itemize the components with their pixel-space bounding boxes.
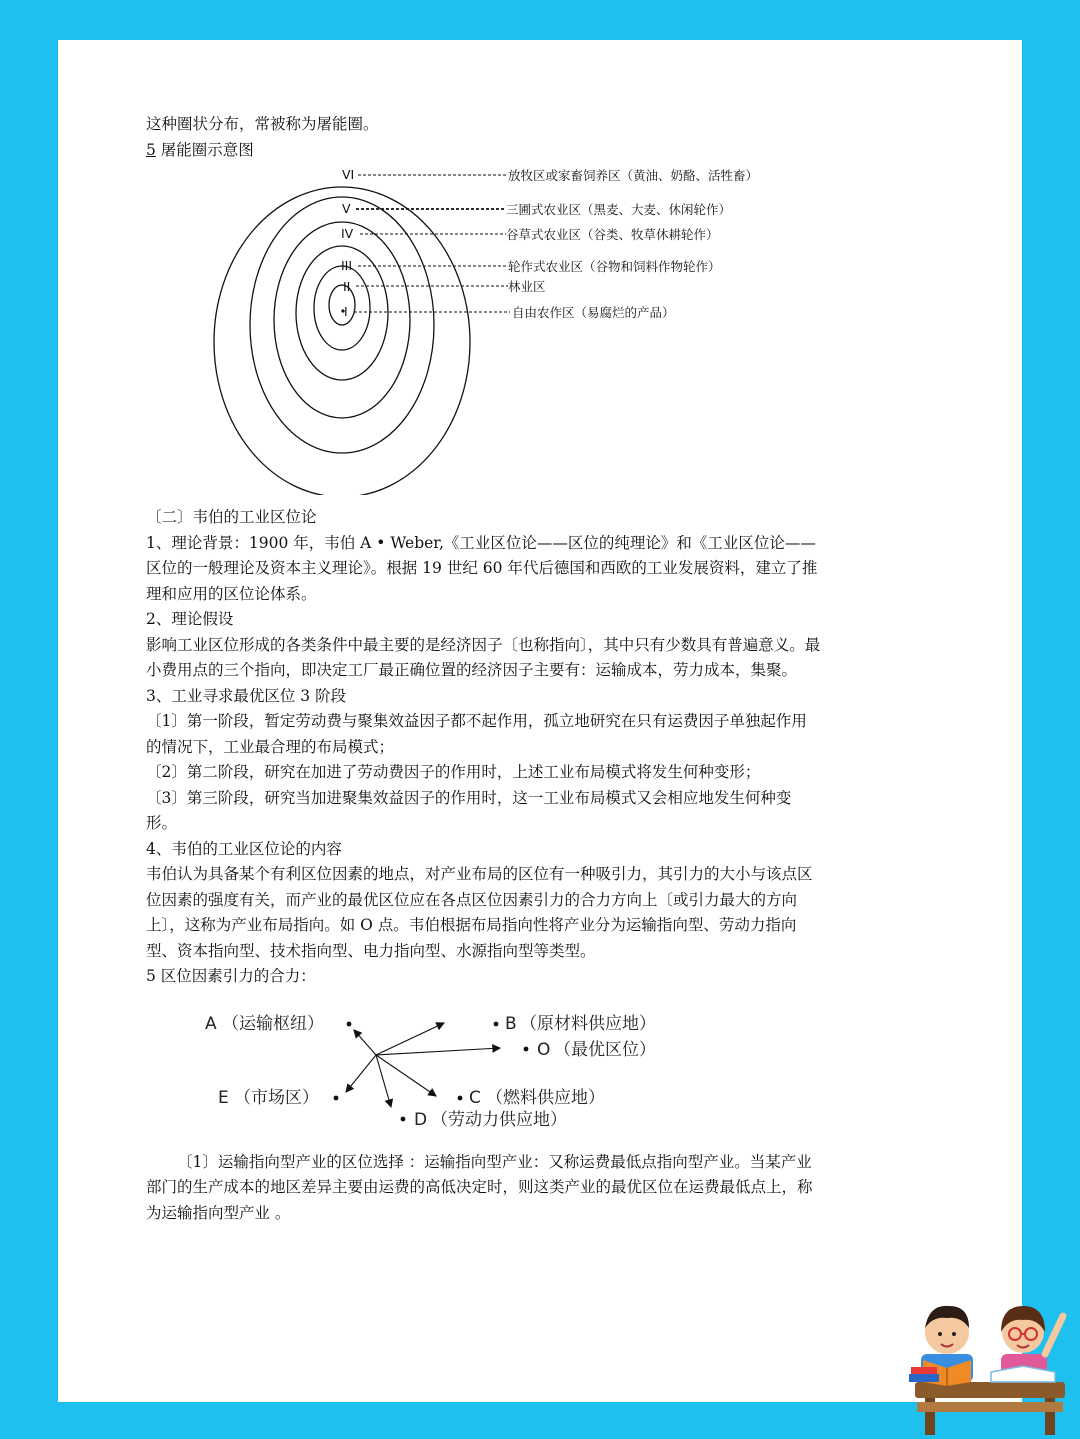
arrow-to-b bbox=[376, 1023, 444, 1055]
arrow-to-o bbox=[376, 1048, 500, 1055]
point-c-letter: C bbox=[469, 1087, 481, 1108]
ring-iv bbox=[274, 222, 410, 418]
section-weber-title: 〔二〕韦伯的工业区位论 bbox=[146, 508, 317, 526]
paragraph-stage-1: 〔1〕第一阶段，暂定劳动费与聚集效益因子都不起作用，孤立地研究在只有运费因子单独起作用的情况下，工业最合理的布局模式； bbox=[146, 712, 807, 756]
point-c-label: （燃料供应地） bbox=[486, 1087, 605, 1108]
zone-ii-roman: II bbox=[343, 279, 351, 294]
paragraph-stage-2: 〔2〕第二阶段，研究在加进了劳动费因子的作用时，上述工业布局模式将发生何种变形； bbox=[146, 763, 761, 781]
heading-content: 4、韦伯的工业区位论的内容 bbox=[146, 839, 342, 858]
zone-vi-label: 放牧区或家畜饲养区（黄油、奶酪、活牲畜） bbox=[508, 168, 759, 183]
ring-diagram-caption bbox=[146, 138, 822, 164]
zone-v-label: 三圃式农业区（黑麦、大麦、休闲轮作） bbox=[506, 202, 732, 217]
arrow-to-a bbox=[354, 1030, 376, 1055]
point-d-label: （劳动力供应地） bbox=[431, 1109, 567, 1130]
thunen-ring-diagram bbox=[0, 165, 822, 495]
point-b-letter: B bbox=[505, 1013, 517, 1034]
point-b-label: （原材料供应地） bbox=[520, 1013, 656, 1034]
heading-assumption: 2、理论假设 bbox=[146, 610, 234, 628]
document-content bbox=[146, 112, 822, 1226]
caption-text: 屠能圈示意图 bbox=[155, 140, 254, 159]
point-e-label: （市场区） bbox=[234, 1087, 319, 1108]
point-e-letter: E bbox=[218, 1087, 229, 1108]
zone-iii-roman: III bbox=[341, 258, 353, 273]
paragraph-background: 1、理论背景：1900 年，韦伯 A • Weber,《工业区位论——区位的纯理论》和《工业区位论——区位的一般理论及资本主义理论》。根据 19 世纪 60 年代后德国和西欧的工业发展资料，建立了推理和应用的区位论体系。 bbox=[146, 533, 818, 603]
zone-iii-label: 轮作式农业区（谷物和饲料作物轮作） bbox=[508, 259, 721, 274]
paragraph-stage-3: 〔3〕第三阶段，研究当加进聚集效益因子的作用时，这一工业布局模式又会相应地发生何种变形。 bbox=[146, 788, 792, 832]
zone-v-roman: V bbox=[342, 201, 351, 216]
point-o-label: （最优区位） bbox=[554, 1039, 656, 1060]
zone-vi-roman: VI bbox=[342, 167, 355, 182]
arrow-to-e bbox=[346, 1055, 376, 1092]
force-diagram-svg bbox=[0, 1004, 800, 1144]
thunen-ring-svg bbox=[0, 165, 800, 495]
zone-i-label: 自由农作区（易腐烂的产品） bbox=[512, 305, 675, 320]
point-o-dot bbox=[524, 1046, 529, 1051]
zone-ii-label: 林业区 bbox=[508, 279, 546, 294]
point-b-dot bbox=[494, 1021, 499, 1026]
ring-ii bbox=[314, 266, 370, 350]
paragraph-assumption: 影响工业区位形成的各类条件中最主要的是经济因子〔也称指向〕，其中只有少数具有普遍意义。最小费用点的三个指向，即决定工厂最正确位置的经济因子主要有：运输成本，劳力成本，集聚。 bbox=[146, 635, 821, 679]
resultant-force-diagram bbox=[0, 1004, 822, 1144]
point-o-letter: O bbox=[537, 1039, 551, 1060]
arrow-to-c bbox=[376, 1055, 436, 1096]
point-a-label: （运输枢纽） bbox=[222, 1013, 324, 1034]
point-d-dot bbox=[401, 1116, 406, 1121]
point-a-dot bbox=[347, 1021, 352, 1026]
ring-i bbox=[329, 285, 355, 325]
arrow-to-d bbox=[376, 1055, 391, 1107]
children-reading-icon bbox=[905, 1290, 1070, 1435]
heading-resultant-force: 5 区位因素引力的合力： bbox=[146, 967, 316, 985]
point-a-letter: A bbox=[205, 1013, 217, 1034]
zone-iv-label: 谷草式农业区（谷类、牧草休耕轮作） bbox=[506, 227, 719, 242]
children-reading-illustration bbox=[905, 1290, 1070, 1439]
caption-number: 5 bbox=[146, 140, 156, 159]
paragraph-content: 韦伯认为具备某个有利区位因素的地点，对产业布局的区位有一种吸引力，其引力的大小与该点区位因素的强度有关，而产业的最优区位应在各点区位因素引力的合力方向上〔或引力最大的方向上〕，这称为产业布局指向。如 O 点。韦伯根据布局指向性将产业分为运输指向型、劳动力指向型、资本指向型、技术指向型、电力指向型、水源指向型等类型。 bbox=[146, 865, 813, 960]
point-d-letter: D bbox=[414, 1109, 428, 1130]
zone-iv-roman: IV bbox=[341, 226, 354, 241]
heading-three-stages: 3、工业寻求最优区位 3 阶段 bbox=[146, 686, 347, 705]
point-c-dot bbox=[458, 1095, 463, 1100]
paragraph-ring-intro: 这种圈状分布，常被称为屠能圈。 bbox=[146, 115, 379, 133]
zone-i-roman: I bbox=[344, 304, 348, 319]
paragraph-transport-oriented: 〔1〕运输指向型产业的区位选择 ：运输指向型产业：又称运费最低点指向型产业。当某产业部门的生产成本的地区差异主要由运费的高低决定时，则这类产业的最优区位在运费最低点上，称为运输指向型产业 。 bbox=[146, 1152, 813, 1222]
point-e-dot bbox=[334, 1095, 339, 1100]
